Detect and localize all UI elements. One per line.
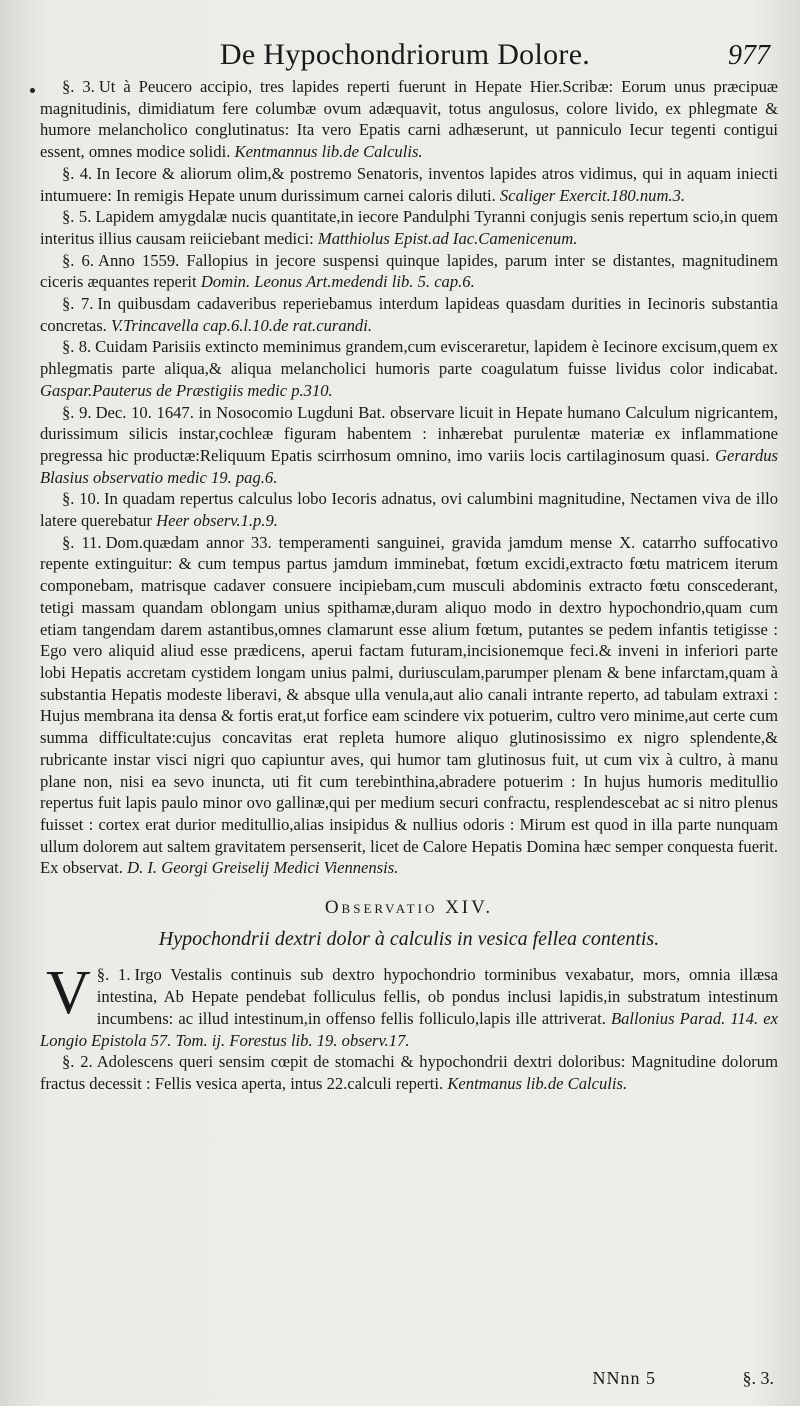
paragraph <box>40 959 778 1051</box>
paragraph <box>40 402 778 489</box>
paragraph <box>40 532 778 879</box>
paragraph-text: Adolescens queri sensim cœpit de stomachi & hypochondrii dextri doloribus: Magnitudine dolorum fractus decessit : Fellis vesica aperta, intus 22.calculi reperti. <box>40 1052 778 1093</box>
paragraph-number: §. 11. <box>62 532 102 552</box>
paragraph <box>40 76 778 163</box>
page-footer <box>40 1368 774 1394</box>
running-title: De Hypochondriorum Dolore. <box>219 38 591 71</box>
paragraph-text: Cuidam Parisiis extincto meminimus grandem,cum evisceraretur, lapidem è Iecinore excisum,quem ex phlegmatis parte aliqua,& aliqua melancholici humoris parte coagulatum fuisse lividus color indicabat. <box>40 337 778 379</box>
citation: D. I. Georgi Greiselij Medici Viennensis. <box>127 858 399 878</box>
paragraph-number: §. 4. <box>62 163 93 183</box>
paragraph-number: §. 1. <box>96 965 131 985</box>
paragraph-text: Anno 1559. Fallopius in jecore suspensi quinque lapides, parum inter se distantes, magnitudinem ciceris æquantes reperit <box>40 250 778 292</box>
citation: Kentmanus lib.de Calculis. <box>447 1073 628 1093</box>
citation: Gerardus Blasius observatio medic 19. pag.6. <box>40 445 778 487</box>
page-header <box>40 38 770 78</box>
citation: Domin. Leonus Art.medendi lib. 5. cap.6. <box>200 272 475 292</box>
observation-xiii-paragraphs <box>40 76 778 879</box>
observation-subtitle: Hypochondrii dextri dolor à calculis in vesica fellea contentis. <box>158 927 660 950</box>
paragraph-text: Ut à Peucero accipio, tres lapides reperti fuerunt in Hepate Hier.Scribæ: Eorum unus præcipuæ magnitudinis, dimidiatum fere columbæ ovum adæquavit, totus angulosus, colore livido, ex phlegmate & humore melancholico conglutinatus: Ita vero Epatis carni adhæserunt, ut panniculo Iecur tegenti contigui essent, omnes modice solidi. <box>40 77 778 162</box>
paragraph-number: §. 2. <box>62 1052 93 1072</box>
citation: Heer observ.1.p.9. <box>156 511 278 531</box>
paragraph-text: Dom.quædam annor 33. temperamenti sanguinei, gravida jamdum mense X. catarrho suffocativo repente extinguitur: & cum tempus partus jamdum imminebat, fœtum excidi,extracto fœtu matricem iterum componebam, matrisque cadaver consuere incipiebam,cum musculi abdominis extracto fœtu conscederant, tetigi massam quandam oblongam unius spithamæ,duram aliquo modo in dextro hypochondrio,quam cum etiam tangendam darem astantibus,omnes clamarunt esse alium fœtum, putantes se pedem infantis tetigisse : Ego vero aliquid aliud esse prædicens, aperui factam futuram,incisionemque feci.& inveni in inferiori parte lobi Hepatis accretam cystidem longam unius palmi, duriusculam,parumper plenam & bene infarctam,quam à substantia Hepatis modeste liberavi, & absque ulla venula,aut alio canali intrante reperto, ad tabulam extraxi : Hujus membrana ita densa & fortis erat,ut forfice eam scindere vix potuerim, cultro vero minime,aut certe cum summa difficultate:cujus concavitas erat repleta humore aliquo glutinosissimo ex nigro splendente,& rubricante instar visci nigri quo capiuntur aves, qui humor tam glutinosus fuit, ut cum vix à cultro, à manu plane non, nisi ea sevo inuncta, uti fit cum terebinthina,abradere potuerim : In hujus humoris meditullio repertus fuit lapis paulo minor ovo gallinæ,qui per medium securi confractu, resplendescebat ac si nitro plenus fuisset : cortex erat durior meditullio,alias insipidus & nullius odoris : Mirum est quod in illa parte nunquam ullum dolorem aut saltem gravitatem persenserit, licet de Calore Hepatis Domina hæc semper conquesta fuerit. Ex observat. <box>40 532 778 878</box>
paragraph-text: Irgo Vestalis continuis sub dextro hypochondrio torminibus vexabatur, mors, omnia illæsa intestina, Ab Hepate pendebat folliculus fellis, ob pondus inclusi lapidis,in substratum intestinum incumbens: ac illud intestinum,in offenso fellis folliculo,lapis ille attriverat. <box>96 965 778 1028</box>
paragraph-text: Dec. 10. 1647. in Nosocomio Lugduni Bat. observare licuit in Hepate humano Calculum nigricantem, durissimum silicis instar,cochleæ figuram habentem : inhærebat purulentæ materiæ ex inflammatione pregressa hic productæ:Reliquum Epatis scirrhosum omnino, imo variis locis cartilaginosum quasi. <box>40 402 778 465</box>
observation-heading: Observatio XIV. <box>324 897 494 919</box>
page-body <box>40 76 778 1095</box>
paragraph <box>40 336 778 401</box>
paragraph-text: Lapidem amygdalæ nucis quantitate,in iecore Pandulphi Tyranni conjugis senis repertum scio,in quem interitus illius causam reiiciebant medici: <box>40 207 778 248</box>
citation: Gaspar.Pauterus de Præstigiis medic p.310. <box>40 380 333 400</box>
paragraph-text: In Iecore & aliorum olim,& postremo Senatoris, inventos lapides atros vidimus, qui in aquam iniecti intumuere: In remigis Hepate unum durissimum carnei caloris diluti. <box>40 163 778 205</box>
ink-dot <box>30 88 35 93</box>
paragraph-number: §. 8. <box>62 337 92 357</box>
page-number: 977 <box>728 40 770 71</box>
paragraph <box>40 293 778 336</box>
paragraph <box>40 163 778 206</box>
citation: Scaliger Exercit.180.num.3. <box>499 185 686 205</box>
paragraph-number: §. 3. <box>62 77 95 96</box>
citation: Ballonius Parad. 114. ex Longio Epistola 57. Tom. ij. Forestus lib. 19. observ.17. <box>40 1008 778 1050</box>
paragraph <box>40 206 778 249</box>
paragraph-number: §. 6. <box>62 250 94 270</box>
citation: V.Trincavella cap.6.l.10.de rat.curandi. <box>110 315 372 335</box>
paragraph-text: In quadam repertus calculus lobo Iecoris adnatus, ovi calumbini magnitudine, Nectamen viva de illo latere querebatur <box>40 489 778 531</box>
paragraph-text: In quibusdam cadaveribus reperiebamus interdum lapideas quasdam durities in Iecinoris substantia concretas. <box>40 294 778 335</box>
paragraph <box>40 488 778 531</box>
catchword: §. 3. <box>742 1368 774 1388</box>
paragraph-number: §. 7. <box>62 294 94 314</box>
paragraph-number: §. 10. <box>62 489 100 509</box>
signature-mark: NNnn 5 <box>592 1368 656 1388</box>
paragraph <box>40 250 778 293</box>
citation: Matthiolus Epist.ad Iac.Camenicenum. <box>317 228 578 248</box>
drop-cap: V <box>46 959 91 1028</box>
observation-xiv-paragraphs <box>40 959 778 1094</box>
paragraph <box>40 1051 778 1094</box>
paragraph-number: §. 9. <box>62 402 92 422</box>
paragraph-number: §. 5. <box>62 207 92 227</box>
citation: Kentmannus lib.de Calculis. <box>234 142 423 162</box>
